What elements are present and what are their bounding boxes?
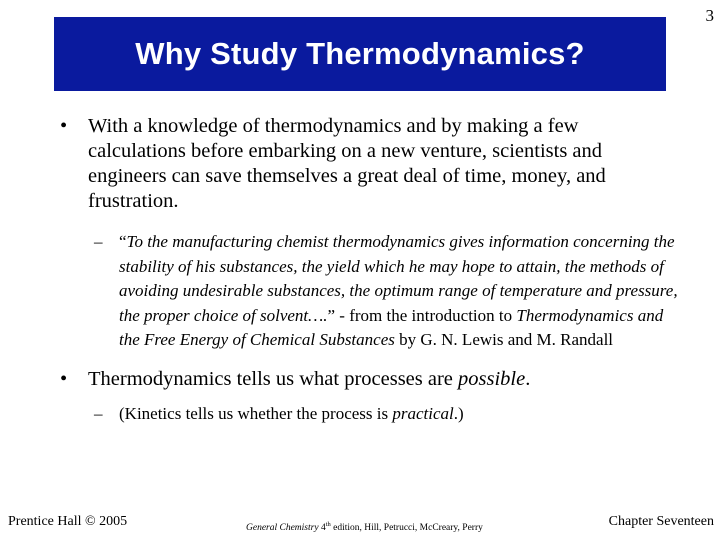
bullet-marker: • [60, 115, 68, 137]
footer-edition-number: 4 [318, 523, 326, 533]
bullet-text-after: . [525, 367, 531, 390]
bullet-item [58, 367, 698, 392]
quote-italic: To the manufacturing chemist thermodynamics gives information concerning the stability of his substances, the yield which he may hope to attain, the methods of avoiding undesirable substances, the optimum range of temperature and pressure, the proper choice of solvent…. [119, 232, 678, 325]
open-quote: “ [119, 232, 127, 251]
footer-book-title: General Chemistry [246, 523, 319, 533]
sub-text-after: .) [453, 403, 464, 423]
slide-content [58, 114, 698, 438]
sub-bullet-text [119, 402, 679, 427]
footer-book-credit [246, 520, 483, 533]
book-title: Thermodynamics and the Free Energy of Chemical Substances [119, 305, 664, 349]
title-banner [54, 17, 666, 91]
sub-text-before: (Kinetics tells us whether the process is [119, 403, 393, 423]
book-authors: by G. N. Lewis and M. Randall [394, 330, 614, 349]
bullet-emphasis: possible [458, 367, 526, 390]
dash-marker: – [94, 403, 103, 423]
quote-text [119, 230, 679, 353]
footer-authors: edition, Hill, Petrucci, McCreary, Perry [330, 523, 483, 533]
dash-marker: – [94, 232, 103, 251]
sub-bullet-item [58, 230, 698, 353]
quote-source: ” - from the introduction to [327, 305, 517, 325]
bullet-item [58, 114, 698, 214]
bullet-marker: • [60, 367, 68, 390]
bullet-text [88, 367, 668, 392]
sub-emphasis: practical [392, 403, 454, 423]
sub-bullet-item [58, 402, 698, 427]
bullet-text: With a knowledge of thermodynamics and by making a few calculations before embarking on a new venture, scientists and engineers can save themselves a great deal of time, money, and frustration. [88, 115, 606, 212]
footer-edition-suffix: th [325, 520, 331, 528]
footer-chapter: Chapter Seventeen [608, 514, 714, 529]
slide-title: Why Study Thermodynamics? [135, 36, 585, 71]
footer-publisher: Prentice Hall © 2005 [8, 514, 128, 529]
bullet-text-before: Thermodynamics tells us what processes are [88, 367, 459, 390]
page-number: 3 [705, 6, 714, 25]
